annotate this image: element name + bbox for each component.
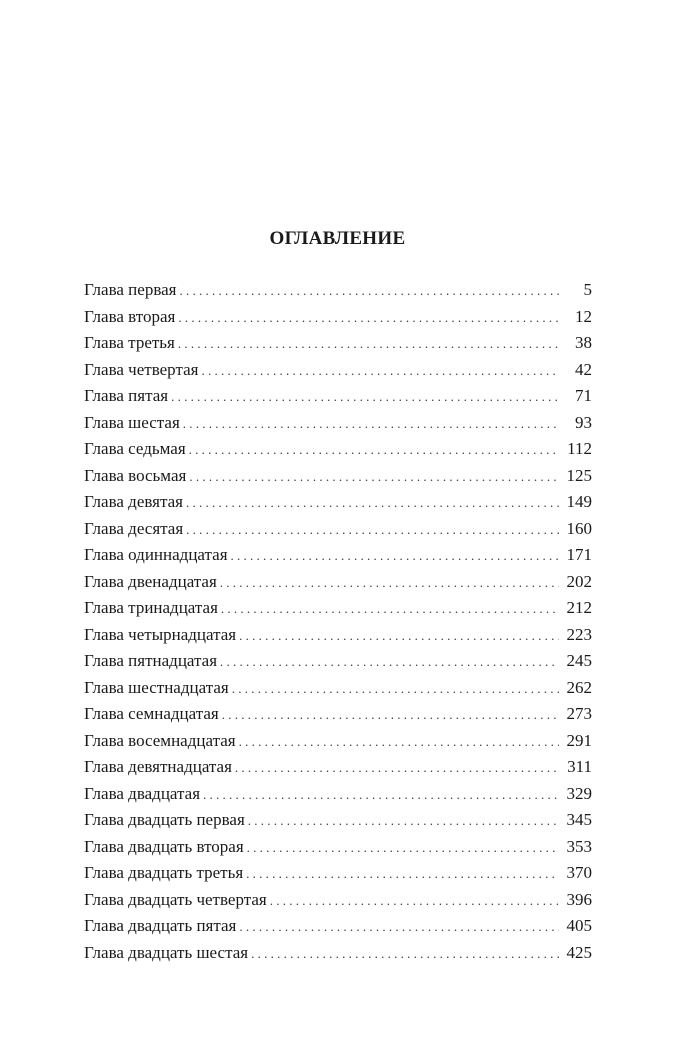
toc-entry-label: Глава двадцать пятая	[84, 916, 237, 935]
toc-entry-label: Глава пятая	[84, 386, 169, 405]
toc-entry-label: Глава двадцать шестая	[84, 942, 249, 962]
toc-entry[interactable]	[84, 648, 592, 675]
toc-entry-page-number: 93	[575, 412, 592, 432]
toc-dot-leader	[189, 437, 559, 463]
toc-dot-leader	[235, 755, 559, 781]
toc-entry[interactable]	[84, 277, 592, 304]
toc-entry-label: Глава четвертая	[84, 359, 199, 379]
toc-entry[interactable]	[84, 754, 592, 781]
toc-entry-page-number: 149	[566, 492, 592, 511]
toc-entry[interactable]	[84, 595, 592, 622]
page-title: ОГЛАВЛЕНИЕ	[269, 228, 406, 249]
toc-entry-label: Глава девятнадцатая	[84, 757, 232, 776]
toc-entry-page-number: 329	[566, 783, 592, 803]
toc-dot-leader	[220, 649, 559, 675]
toc-entry[interactable]	[84, 516, 592, 543]
toc-entry-label: Глава десятая	[84, 518, 184, 538]
toc-dot-leader	[239, 729, 559, 755]
toc-entry[interactable]	[84, 622, 592, 649]
toc-entry-label: Глава двадцать вторая	[84, 836, 244, 856]
toc-entry[interactable]	[84, 330, 592, 357]
table-of-contents	[84, 277, 592, 966]
toc-entry-page-number: 262	[566, 677, 592, 697]
toc-entry-page-number: 353	[566, 836, 592, 856]
toc-entry-page-number: 5	[583, 280, 592, 299]
toc-entry[interactable]	[84, 383, 592, 410]
toc-entry-page-number: 12	[575, 306, 592, 326]
toc-entry-label: Глава девятая	[84, 492, 183, 511]
toc-entry-label: Глава двадцать четвертая	[84, 889, 267, 909]
toc-entry-label: Глава восьмая	[84, 465, 187, 485]
toc-dot-leader	[180, 278, 560, 304]
toc-entry[interactable]	[84, 569, 592, 596]
toc-dot-leader	[203, 782, 559, 808]
toc-dot-leader	[246, 861, 559, 887]
toc-entry-label: Глава двадцать первая	[84, 810, 245, 829]
toc-entry-label: Глава восемнадцатая	[84, 730, 236, 750]
toc-entry-page-number: 202	[566, 571, 592, 591]
toc-entry-page-number: 171	[566, 545, 592, 564]
toc-dot-leader	[232, 676, 559, 702]
toc-entry-page-number: 212	[566, 598, 592, 617]
toc-entry[interactable]	[84, 887, 592, 914]
toc-entry[interactable]	[84, 542, 592, 569]
toc-dot-leader	[247, 835, 559, 861]
toc-entry-page-number: 396	[566, 889, 592, 909]
toc-dot-leader	[239, 914, 559, 940]
toc-entry[interactable]	[84, 807, 592, 834]
toc-entry[interactable]	[84, 860, 592, 887]
toc-entry-page-number: 273	[566, 704, 592, 723]
toc-dot-leader	[220, 570, 559, 596]
toc-entry-page-number: 291	[566, 730, 592, 750]
toc-entry[interactable]	[84, 357, 592, 384]
toc-entry-page-number: 223	[566, 624, 592, 644]
toc-entry-label: Глава шестая	[84, 412, 180, 432]
toc-dot-leader	[221, 596, 559, 622]
toc-entry[interactable]	[84, 410, 592, 437]
toc-dot-leader	[248, 808, 559, 834]
toc-dot-leader	[251, 941, 559, 967]
toc-entry-page-number: 71	[575, 386, 592, 405]
toc-dot-leader	[189, 464, 559, 490]
toc-entry-label: Глава четырнадцатая	[84, 624, 237, 644]
toc-dot-leader	[270, 888, 559, 914]
toc-entry-page-number: 345	[566, 810, 592, 829]
toc-entry[interactable]	[84, 463, 592, 490]
toc-entry-label: Глава первая	[84, 280, 177, 299]
toc-entry-label: Глава тринадцатая	[84, 598, 218, 617]
toc-entry-page-number: 311	[567, 757, 592, 776]
toc-entry-label: Глава двадцать третья	[84, 863, 244, 882]
toc-dot-leader	[183, 411, 559, 437]
toc-entry-label: Глава третья	[84, 333, 175, 352]
toc-entry-page-number: 112	[567, 439, 592, 458]
toc-dot-leader	[186, 490, 559, 516]
toc-entry[interactable]	[84, 675, 592, 702]
toc-entry-page-number: 405	[566, 916, 592, 935]
toc-dot-leader	[171, 384, 559, 410]
toc-entry-label: Глава седьмая	[84, 439, 186, 458]
toc-entry-label: Глава двенадцатая	[84, 571, 217, 591]
toc-entry[interactable]	[84, 913, 592, 940]
toc-entry[interactable]	[84, 728, 592, 755]
toc-dot-leader	[178, 331, 559, 357]
toc-entry-label: Глава одиннадцатая	[84, 545, 228, 564]
toc-entry-page-number: 160	[566, 518, 592, 538]
toc-entry-label: Глава двадцатая	[84, 783, 201, 803]
toc-dot-leader	[178, 305, 559, 331]
toc-entry[interactable]	[84, 834, 592, 861]
toc-dot-leader	[231, 543, 559, 569]
toc-entry[interactable]	[84, 304, 592, 331]
toc-entry[interactable]	[84, 489, 592, 516]
toc-entry[interactable]	[84, 436, 592, 463]
toc-entry-page-number: 245	[566, 651, 592, 670]
toc-dot-leader	[186, 517, 559, 543]
toc-dot-leader	[239, 623, 559, 649]
toc-dot-leader	[201, 358, 559, 384]
toc-entry-page-number: 370	[566, 863, 592, 882]
toc-entry-label: Глава семнадцатая	[84, 704, 219, 723]
toc-entry-label: Глава шестнадцатая	[84, 677, 229, 697]
toc-dot-leader	[222, 702, 559, 728]
toc-entry-page-number: 125	[566, 465, 592, 485]
toc-entry-label: Глава пятнадцатая	[84, 651, 218, 670]
toc-entry-label: Глава вторая	[84, 306, 176, 326]
toc-entry[interactable]	[84, 940, 592, 967]
toc-entry[interactable]	[84, 701, 592, 728]
toc-entry-page-number: 38	[575, 333, 592, 352]
toc-entry-page-number: 42	[575, 359, 592, 379]
toc-entry[interactable]	[84, 781, 592, 808]
toc-entry-page-number: 425	[566, 942, 592, 962]
